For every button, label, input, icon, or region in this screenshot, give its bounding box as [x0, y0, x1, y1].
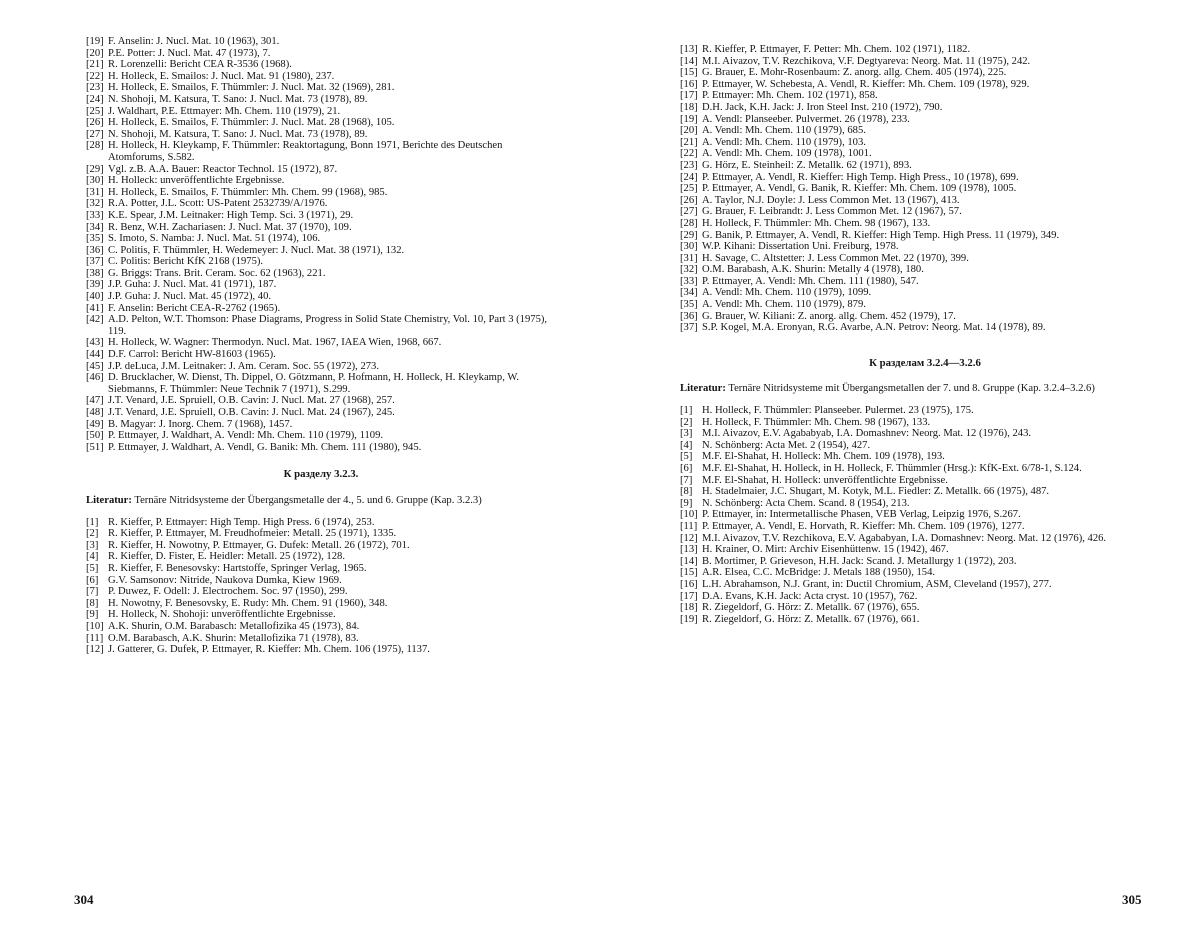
reference-entry	[86, 586, 556, 598]
reference-text: N. Shohoji, M. Katsura, T. Sano: J. Nucl. Mat. 73 (1978), 89.	[108, 128, 368, 140]
reference-entry	[680, 556, 1170, 568]
reference-number: [11]	[86, 632, 104, 644]
reference-text: H. Savage, C. Altstetter: J. Less Common Met. 22 (1970), 399.	[702, 252, 969, 264]
reference-text: R. Ziegeldorf, G. Hörz: Z. Metallk. 67 (1976), 655.	[702, 602, 920, 614]
reference-text: C. Politis, F. Thümmler, H. Wedemeyer: J. Nucl. Mat. 38 (1971), 132.	[108, 244, 405, 256]
reference-entry	[86, 233, 556, 245]
reference-text: R. Kieffer, D. Fister, E. Heidler: Metall. 25 (1972), 128.	[108, 551, 345, 563]
reference-number: [10]	[86, 620, 104, 632]
reference-entry	[86, 187, 556, 199]
reference-entry	[86, 337, 556, 349]
reference-number: [50]	[86, 430, 104, 442]
reference-number: [18]	[680, 101, 698, 113]
reference-entry	[86, 372, 556, 395]
reference-text: W.P. Kihani: Dissertation Uni. Freiburg, 1978.	[702, 241, 899, 253]
reference-entry	[86, 598, 556, 610]
reference-entry	[86, 291, 556, 303]
reference-text: J. Waldhart, P.E. Ettmayer: Mh. Chem. 110 (1979), 21.	[108, 105, 341, 117]
reference-list-a	[86, 36, 556, 453]
reference-text: H. Holleck, H. Kleykamp, F. Thümmler: Reaktortagung, Bonn 1971, Berichte des Deutschen Atomforums, S.582.	[108, 140, 503, 163]
reference-entry	[680, 125, 1170, 137]
reference-number: [35]	[86, 233, 104, 245]
reference-text: A.K. Shurin, O.M. Barabasch: Metallofizika 45 (1973), 84.	[108, 620, 360, 632]
reference-text: G. Brauer, F. Leibrandt: J. Less Common Met. 12 (1967), 57.	[702, 206, 962, 218]
reference-entry	[680, 486, 1170, 498]
reference-text: R. Benz, W.H. Zachariasen: J. Nucl. Mat. 37 (1970), 109.	[108, 221, 352, 233]
reference-text: R. Ziegeldorf, G. Hörz: Z. Metallk. 67 (1976), 661.	[702, 613, 920, 625]
reference-number: [5]	[86, 562, 99, 574]
reference-entry	[680, 230, 1170, 242]
reference-text: R. Lorenzelli: Bericht CEA R-3536 (1968).	[108, 59, 292, 71]
reference-text: H. Krainer, O. Mirt: Archiv Eisenhüttenw. 15 (1942), 467.	[702, 544, 949, 556]
reference-number: [22]	[680, 148, 698, 160]
reference-text: H. Holleck, F. Thümmler: Planseeber. Pulermet. 23 (1975), 175.	[702, 405, 974, 417]
reference-entry	[86, 256, 556, 268]
reference-number: [23]	[680, 159, 698, 171]
reference-text: H. Holleck, F. Thümmler: Mh. Chem. 98 (1967), 133.	[702, 416, 931, 428]
reference-entry	[680, 137, 1170, 149]
reference-number: [10]	[680, 509, 698, 521]
reference-number: [23]	[86, 82, 104, 94]
reference-number: [32]	[86, 198, 104, 210]
reference-entry	[86, 245, 556, 257]
reference-number: [26]	[86, 117, 104, 129]
reference-text: O.M. Barabash, A.K. Shurin: Metally 4 (1978), 180.	[702, 264, 924, 276]
reference-text: D.F. Carrol: Bericht HW-81603 (1965).	[108, 349, 276, 361]
reference-text: N. Schönberg: Acta Met. 2 (1954), 427.	[702, 439, 871, 451]
reference-number: [8]	[86, 597, 99, 609]
reference-entry	[86, 198, 556, 210]
reference-entry	[86, 419, 556, 431]
reference-text: J.T. Venard, J.E. Spruiell, O.B. Cavin: J. Nucl. Mat. 27 (1968), 257.	[108, 395, 395, 407]
reference-number: [30]	[680, 241, 698, 253]
reference-number: [25]	[86, 105, 104, 117]
reference-entry	[680, 299, 1170, 311]
reference-number: [14]	[680, 55, 698, 67]
reference-text: M.F. El-Shahat, H. Holleck: Mh. Chem. 109 (1978), 193.	[702, 451, 945, 463]
reference-entry	[86, 314, 556, 337]
reference-text: A. Vendl: Mh. Chem. 109 (1978), 1001.	[702, 148, 872, 160]
reference-entry	[680, 90, 1170, 102]
reference-entry	[680, 322, 1170, 334]
reference-entry	[680, 218, 1170, 230]
reference-text: P. Ettmayer, A. Vendl, G. Banik, R. Kieffer: Mh. Chem. 109 (1978), 1005.	[702, 183, 1017, 195]
reference-list-b	[86, 517, 556, 656]
reference-number: [17]	[680, 90, 698, 102]
reference-number: [2]	[680, 416, 693, 428]
reference-entry	[680, 287, 1170, 299]
reference-text: P. Ettmayer, W. Schebesta, A. Vendl, R. Kieffer: Mh. Chem. 109 (1978), 929.	[702, 78, 1030, 90]
reference-entry	[680, 405, 1170, 417]
reference-entry	[680, 206, 1170, 218]
reference-text: J.P. Guha: J. Nucl. Mat. 45 (1972), 40.	[108, 291, 272, 303]
reference-text: P. Duwez, F. Odell: J. Electrochem. Soc. 97 (1950), 299.	[108, 586, 348, 598]
reference-text: P. Ettmayer, J. Waldhart, A. Vendl, G. Banik: Mh. Chem. 111 (1980), 945.	[108, 441, 422, 453]
reference-text: H. Holleck, E. Smailos, F. Thümmler: J. Nucl. Mat. 28 (1968), 105.	[108, 117, 395, 129]
reference-text: R. Kieffer, H. Nowotny, P. Ettmayer, G. Dufek: Metall. 26 (1972), 701.	[108, 539, 410, 551]
reference-entry	[680, 183, 1170, 195]
reference-entry	[680, 67, 1170, 79]
reference-text: R. Kieffer, P. Ettmayer: High Temp. High Press. 6 (1974), 253.	[108, 516, 375, 528]
reference-text: H. Holleck, E. Smailos: J. Nucl. Mat. 91 (1980), 237.	[108, 70, 335, 82]
reference-entry	[86, 82, 556, 94]
reference-text: H. Holleck, N. Shohoji: unveröffentlichte Ergebnisse.	[108, 609, 336, 621]
reference-number: [29]	[680, 229, 698, 241]
reference-entry	[680, 148, 1170, 160]
reference-number: [29]	[86, 163, 104, 175]
reference-entry	[86, 517, 556, 529]
reference-text: H. Holleck, E. Smailos, F. Thümmler: Mh. Chem. 99 (1968), 985.	[108, 186, 388, 198]
reference-entry	[680, 498, 1170, 510]
reference-number: [3]	[680, 428, 693, 440]
reference-text: G. Banik, P. Ettmayer, A. Vendl, R. Kieffer: High Temp. High Press. 11 (1979), 349.	[702, 229, 1060, 241]
reference-text: H. Holleck: unveröffentlichte Ergebnisse.	[108, 175, 285, 187]
section-heading: К разделам 3.2.4—3.2.6	[869, 356, 981, 369]
reference-number: [41]	[86, 302, 104, 314]
reference-entry	[86, 48, 556, 60]
reference-entry	[680, 428, 1170, 440]
reference-text: G. Briggs: Trans. Brit. Ceram. Soc. 62 (1963), 221.	[108, 267, 326, 279]
reference-entry	[680, 264, 1170, 276]
reference-text: D.A. Evans, K.H. Jack: Acta cryst. 10 (1957), 762.	[702, 590, 918, 602]
reference-number: [11]	[680, 520, 698, 532]
reference-number: [16]	[680, 78, 698, 90]
reference-text: H. Holleck, W. Wagner: Thermodyn. Nucl. Mat. 1967, IAEA Wien, 1968, 667.	[108, 337, 442, 349]
reference-text: G. Brauer, W. Kiliani: Z. anorg. allg. Chem. 452 (1979), 17.	[702, 310, 956, 322]
reference-number: [3]	[86, 539, 99, 551]
reference-text: M.I. Aivazov, E.V. Agababyab, I.A. Domashnev: Neorg. Mat. 12 (1976), 243.	[702, 428, 1032, 440]
right-page	[600, 0, 1200, 936]
reference-number: [21]	[680, 136, 698, 148]
reference-number: [24]	[680, 171, 698, 183]
reference-number: [20]	[680, 125, 698, 137]
reference-number: [31]	[86, 186, 104, 198]
reference-text: M.I. Aivazov, T.V. Rezchikova, V.F. Degtyareva: Neorg. Mat. 11 (1975), 242.	[702, 55, 1031, 67]
reference-number: [19]	[680, 613, 698, 625]
reference-entry	[86, 395, 556, 407]
reference-number: [38]	[86, 267, 104, 279]
reference-text: K.E. Spear, J.M. Leitnaker: High Temp. Sci. 3 (1971), 29.	[108, 209, 354, 221]
reference-number: [16]	[680, 578, 698, 590]
reference-number: [47]	[86, 395, 104, 407]
reference-number: [1]	[680, 405, 693, 417]
reference-text: N. Shohoji, M. Katsura, T. Sano: J. Nucl. Mat. 73 (1978), 89.	[108, 93, 368, 105]
reference-text: A. Vendl: Mh. Chem. 110 (1979), 103.	[702, 136, 866, 148]
right-column	[680, 44, 1170, 625]
reference-text: P. Ettmayer: Mh. Chem. 102 (1971), 858.	[702, 90, 878, 102]
reference-entry	[86, 609, 556, 621]
reference-number: [4]	[680, 439, 693, 451]
reference-entry	[680, 579, 1170, 591]
reference-text: H. Holleck, F. Thümmler: Mh. Chem. 98 (1967), 133.	[702, 217, 931, 229]
reference-text: G.V. Samsonov: Nitride, Naukova Dumka, Kiew 1969.	[108, 574, 342, 586]
reference-entry	[86, 633, 556, 645]
reference-text: D.H. Jack, K.H. Jack: J. Iron Steel Inst. 210 (1972), 790.	[702, 101, 943, 113]
literature-text: Ternäre Nitridsysteme der Übergangsmetalle der 4., 5. und 6. Gruppe (Kap. 3.2.3)	[134, 494, 482, 506]
reference-entry	[680, 241, 1170, 253]
reference-number: [33]	[86, 209, 104, 221]
reference-text: A. Vendl: Mh. Chem. 110 (1979), 1099.	[702, 287, 872, 299]
reference-number: [8]	[680, 486, 693, 498]
reference-number: [27]	[86, 128, 104, 140]
reference-entry	[680, 253, 1170, 265]
reference-entry	[680, 160, 1170, 172]
reference-number: [27]	[680, 206, 698, 218]
reference-list-b	[680, 405, 1170, 625]
reference-text: H. Nowotny, F. Benesovsky, E. Rudy: Mh. Chem. 91 (1960), 348.	[108, 597, 388, 609]
reference-text: F. Anselin: J. Nucl. Mat. 10 (1963), 301.	[108, 36, 280, 47]
reference-entry	[680, 114, 1170, 126]
reference-entry	[86, 71, 556, 83]
reference-entry	[680, 475, 1170, 487]
reference-text: S.P. Kogel, M.A. Eronyan, R.G. Avarbe, A.N. Petrov: Neorg. Mat. 14 (1978), 89.	[702, 322, 1046, 334]
reference-number: [45]	[86, 360, 104, 372]
reference-entry	[680, 56, 1170, 68]
reference-number: [12]	[86, 644, 104, 656]
reference-text: R. Kieffer, P. Ettmayer, F. Petter: Mh. Chem. 102 (1971), 1182.	[702, 44, 971, 55]
reference-number: [22]	[86, 70, 104, 82]
reference-entry	[86, 94, 556, 106]
reference-entry	[680, 533, 1170, 545]
reference-text: P. Ettmayer, A. Vendl, E. Horvath, R. Kieffer: Mh. Chem. 109 (1976), 1277.	[702, 520, 1025, 532]
reference-number: [17]	[680, 590, 698, 602]
reference-number: [43]	[86, 337, 104, 349]
reference-entry	[86, 430, 556, 442]
reference-number: [14]	[680, 555, 698, 567]
reference-text: A. Vendl: Mh. Chem. 110 (1979), 685.	[702, 125, 866, 137]
reference-entry	[680, 102, 1170, 114]
reference-entry	[86, 175, 556, 187]
reference-entry	[86, 279, 556, 291]
left-column	[86, 36, 556, 656]
reference-text: P. Ettmayer, J. Waldhart, A. Vendl: Mh. Chem. 110 (1979), 1109.	[108, 430, 384, 442]
reference-number: [46]	[86, 372, 104, 384]
reference-text: C. Politis: Bericht KfK 2168 (1975).	[108, 256, 264, 268]
reference-entry	[680, 521, 1170, 533]
reference-number: [6]	[86, 574, 99, 586]
reference-text: Vgl. z.B. A.A. Bauer: Reactor Technol. 15 (1972), 87.	[108, 163, 338, 175]
reference-number: [20]	[86, 47, 104, 59]
reference-text: P. Ettmayer, A. Vendl, R. Kieffer: High Temp. High Press., 10 (1978), 699.	[702, 171, 1019, 183]
reference-text: G. Brauer, E. Mohr-Rosenbaum: Z. anorg. allg. Chem. 405 (1974), 225.	[702, 67, 1007, 79]
reference-number: [35]	[680, 299, 698, 311]
reference-text: A.R. Elsea, C.C. McBridge: J. Metals 188 (1950), 154.	[702, 567, 936, 579]
reference-entry	[86, 575, 556, 587]
reference-number: [19]	[86, 36, 104, 47]
reference-number: [15]	[680, 67, 698, 79]
reference-entry	[680, 44, 1170, 56]
reference-number: [34]	[680, 287, 698, 299]
reference-number: [2]	[86, 528, 99, 540]
reference-entry	[680, 79, 1170, 91]
reference-entry	[86, 349, 556, 361]
reference-entry	[680, 172, 1170, 184]
reference-entry	[86, 222, 556, 234]
reference-number: [44]	[86, 349, 104, 361]
reference-entry	[86, 407, 556, 419]
reference-number: [1]	[86, 516, 99, 528]
reference-entry	[680, 311, 1170, 323]
reference-entry	[86, 59, 556, 71]
reference-entry	[680, 451, 1170, 463]
reference-number: [13]	[680, 44, 698, 55]
section-heading: К разделу 3.2.3.	[283, 468, 359, 481]
reference-text: B. Mortimer, P. Grieveson, H.H. Jack: Scand. J. Metallurgy 1 (1972), 203.	[702, 555, 1017, 567]
reference-entry	[86, 442, 556, 454]
reference-number: [19]	[680, 113, 698, 125]
reference-entry	[86, 551, 556, 563]
reference-number: [32]	[680, 264, 698, 276]
reference-number: [4]	[86, 551, 99, 563]
reference-text: P. Ettmayer, in: Intermetallische Phasen, VEB Verlag, Leipzig 1976, S.267.	[702, 509, 1021, 521]
reference-entry	[86, 210, 556, 222]
reference-entry	[86, 129, 556, 141]
reference-entry	[86, 36, 556, 48]
reference-number: [42]	[86, 314, 104, 326]
reference-text: F. Anselin: Bericht CEA-R-2762 (1965).	[108, 302, 281, 314]
reference-text: P. Ettmayer, A. Vendl: Mh. Chem. 111 (1980), 547.	[702, 275, 919, 287]
reference-text: H. Holleck, E. Smailos, F. Thümmler: J. Nucl. Mat. 32 (1969), 281.	[108, 82, 395, 94]
reference-entry	[680, 544, 1170, 556]
reference-number: [13]	[680, 544, 698, 556]
reference-text: R.A. Potter, J.L. Scott: US-Patent 2532739/A/1976.	[108, 198, 328, 210]
reference-entry	[86, 528, 556, 540]
reference-entry	[86, 644, 556, 656]
reference-text: R. Kieffer, F. Benesovsky: Hartstoffe, Springer Verlag, 1965.	[108, 562, 367, 574]
reference-number: [36]	[680, 310, 698, 322]
reference-text: M.I. Aivazov, T.V. Rezchikova, E.V. Agababyan, I.A. Domashnev: Neorg. Mat. 12 (1976), 426.	[702, 532, 1107, 544]
page-number: 304	[74, 892, 94, 907]
reference-text: R. Kieffer, P. Ettmayer, M. Freudhofmeier: Metall. 25 (1971), 1335.	[108, 528, 397, 540]
reference-number: [28]	[680, 217, 698, 229]
reference-number: [9]	[86, 609, 99, 621]
reference-entry	[86, 140, 556, 163]
reference-list-a	[680, 44, 1170, 334]
reference-number: [34]	[86, 221, 104, 233]
reference-text: O.M. Barabasch, A.K. Shurin: Metallofizika 71 (1978), 83.	[108, 632, 359, 644]
reference-text: A.D. Pelton, W.T. Thomson: Phase Diagrams, Progress in Solid State Chemistry, Vol. 10, Part 3 (1975), 119.	[108, 314, 548, 337]
reference-entry	[86, 540, 556, 552]
reference-number: [26]	[680, 194, 698, 206]
reference-entry	[680, 276, 1170, 288]
reference-entry	[680, 602, 1170, 614]
reference-entry	[680, 509, 1170, 521]
reference-number: [48]	[86, 407, 104, 418]
reference-text: A. Taylor, N.J. Doyle: J. Less Common Met. 13 (1967), 413.	[702, 194, 960, 206]
reference-number: [31]	[680, 252, 698, 264]
reference-number: [40]	[86, 291, 104, 303]
reference-text: P.E. Potter: J. Nucl. Mat. 47 (1973), 7.	[108, 47, 271, 59]
reference-entry	[86, 117, 556, 129]
reference-number: [24]	[86, 93, 104, 105]
reference-text: H. Stadelmaier, J.C. Shugart, M. Kotyk, M.L. Fiedler: Z. Metallk. 66 (1975), 487.	[702, 486, 1050, 498]
reference-text: J. Gatterer, G. Dufek, P. Ettmayer, R. Kieffer: Mh. Chem. 106 (1975), 1137.	[108, 644, 430, 656]
reference-entry	[86, 621, 556, 633]
literature-line	[680, 383, 1170, 395]
reference-number: [30]	[86, 175, 104, 187]
reference-text: N. Schönberg: Acta Chem. Scand. 8 (1954), 213.	[702, 497, 910, 509]
reference-number: [28]	[86, 140, 104, 152]
reference-text: J.T. Venard, J.E. Spruiell, O.B. Cavin: J. Nucl. Mat. 24 (1967), 245.	[108, 407, 395, 418]
reference-number: [6]	[680, 463, 693, 474]
reference-text: A. Vendl: Planseeber. Pulvermet. 26 (1978), 233.	[702, 113, 910, 125]
reference-number: [25]	[680, 183, 698, 195]
reference-entry	[86, 563, 556, 575]
reference-entry	[86, 106, 556, 118]
reference-number: [37]	[86, 256, 104, 268]
reference-entry	[680, 591, 1170, 603]
reference-number: [51]	[86, 441, 104, 453]
reference-entry	[680, 195, 1170, 207]
reference-text: J.P. deLuca, J.M. Leitnaker: J. Am. Ceram. Soc. 55 (1972), 273.	[108, 360, 379, 372]
reference-entry	[680, 417, 1170, 429]
reference-text: J.P. Guha: J. Nucl. Mat. 41 (1971), 187.	[108, 279, 277, 291]
reference-number: [18]	[680, 602, 698, 614]
reference-entry	[680, 567, 1170, 579]
reference-entry	[86, 361, 556, 373]
reference-number: [33]	[680, 275, 698, 287]
reference-entry	[680, 614, 1170, 626]
reference-number: [12]	[680, 532, 698, 544]
reference-number: [39]	[86, 279, 104, 291]
reference-number: [9]	[680, 497, 693, 509]
reference-number: [49]	[86, 418, 104, 430]
literature-label: Literatur:	[680, 383, 726, 395]
reference-entry	[680, 463, 1170, 475]
reference-text: G. Hörz, E. Steinheil: Z. Metallk. 62 (1971), 893.	[702, 159, 912, 171]
reference-number: [7]	[680, 474, 693, 486]
reference-text: S. Imoto, S. Namba: J. Nucl. Mat. 51 (1974), 106.	[108, 233, 321, 245]
reference-text: D. Brucklacher, W. Dienst, Th. Dippel, O. Götzmann, P. Hofmann, H. Holleck, H. Kleykamp, W. Siebmanns, F. Thümmler: Neue Technik 7 (1971), S.299.	[108, 372, 520, 395]
literature-line	[86, 495, 556, 507]
reference-text: B. Magyar: J. Inorg. Chem. 7 (1968), 1457.	[108, 418, 293, 430]
reference-number: [36]	[86, 244, 104, 256]
reference-text: M.F. El-Shahat, H. Holleck: unveröffentlichte Ergebnisse.	[702, 474, 948, 486]
reference-entry	[680, 440, 1170, 452]
page-number: 305	[1122, 892, 1142, 907]
reference-entry	[86, 303, 556, 315]
reference-number: [37]	[680, 322, 698, 334]
literature-text: Ternäre Nitridsysteme mit Übergangsmetallen der 7. und 8. Gruppe (Kap. 3.2.4–3.2.6)	[728, 383, 1095, 395]
reference-number: [7]	[86, 586, 99, 598]
reference-text: A. Vendl: Mh. Chem. 110 (1979), 879.	[702, 299, 866, 311]
literature-label: Literatur:	[86, 494, 132, 506]
reference-entry	[86, 268, 556, 280]
reference-number: [5]	[680, 451, 693, 463]
reference-number: [15]	[680, 567, 698, 579]
reference-text: L.H. Abrahamson, N.J. Grant, in: Ductil Chromium, ASM, Cleveland (1957), 277.	[702, 578, 1052, 590]
reference-entry	[86, 164, 556, 176]
reference-number: [21]	[86, 59, 104, 71]
reference-text: M.F. El-Shahat, H. Holleck, in H. Holleck, F. Thümmler (Hrsg.): KfK-Ext. 6/78-1, S.124.	[702, 463, 1082, 474]
